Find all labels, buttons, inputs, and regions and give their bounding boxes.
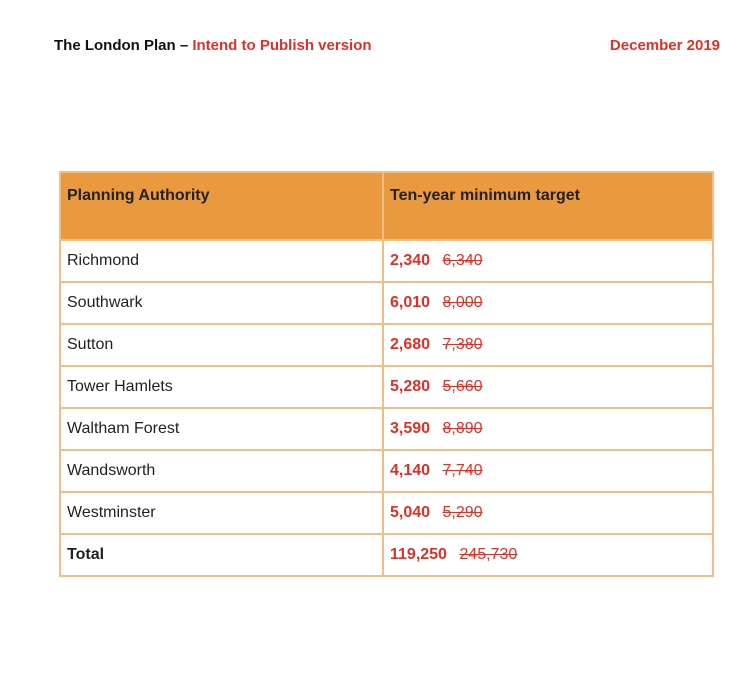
version-label: Intend to Publish version — [192, 37, 372, 54]
total-new-value: 119,250 — [390, 546, 447, 563]
old-target-value: 7,380 — [442, 336, 483, 353]
new-target-value: 2,680 — [390, 336, 431, 353]
table-row — [60, 240, 713, 282]
target-cell — [383, 408, 713, 450]
old-target-value: 8,890 — [442, 420, 483, 437]
document-title — [54, 37, 372, 54]
new-target-value: 3,590 — [390, 420, 431, 437]
table-row — [60, 282, 713, 324]
total-label: Total — [60, 534, 383, 576]
old-target-value: 5,290 — [442, 504, 483, 521]
table-header-row — [60, 172, 713, 240]
authority-cell: Southwark — [60, 282, 383, 324]
new-target-value: 6,010 — [390, 294, 431, 311]
total-row — [60, 534, 713, 576]
new-target-value: 2,340 — [390, 252, 431, 269]
document-date: December 2019 — [609, 37, 720, 54]
table-row — [60, 450, 713, 492]
authority-cell: Waltham Forest — [60, 408, 383, 450]
target-cell — [383, 240, 713, 282]
target-cell — [383, 450, 713, 492]
target-cell — [383, 366, 713, 408]
old-target-value: 8,000 — [442, 294, 483, 311]
authority-cell: Tower Hamlets — [60, 366, 383, 408]
target-cell — [383, 324, 713, 366]
authority-cell: Richmond — [60, 240, 383, 282]
new-target-value: 5,040 — [390, 504, 431, 521]
authority-cell: Sutton — [60, 324, 383, 366]
total-target-cell — [383, 534, 713, 576]
old-target-value: 6,340 — [442, 252, 483, 269]
target-cell — [383, 492, 713, 534]
plan-name: The London Plan – — [54, 37, 189, 54]
table-row — [60, 492, 713, 534]
table-row — [60, 408, 713, 450]
new-target-value: 4,140 — [390, 462, 431, 479]
authority-cell: Wandsworth — [60, 450, 383, 492]
table-row — [60, 324, 713, 366]
table-row — [60, 366, 713, 408]
target-cell — [383, 282, 713, 324]
old-target-value: 5,660 — [442, 378, 483, 395]
total-old-value: 245,730 — [459, 546, 518, 563]
old-target-value: 7,740 — [442, 462, 483, 479]
column-header-target: Ten-year minimum target — [383, 172, 713, 240]
authority-cell: Westminster — [60, 492, 383, 534]
new-target-value: 5,280 — [390, 378, 431, 395]
page-header — [54, 37, 720, 57]
housing-targets-table — [59, 171, 714, 577]
column-header-authority: Planning Authority — [60, 172, 383, 240]
